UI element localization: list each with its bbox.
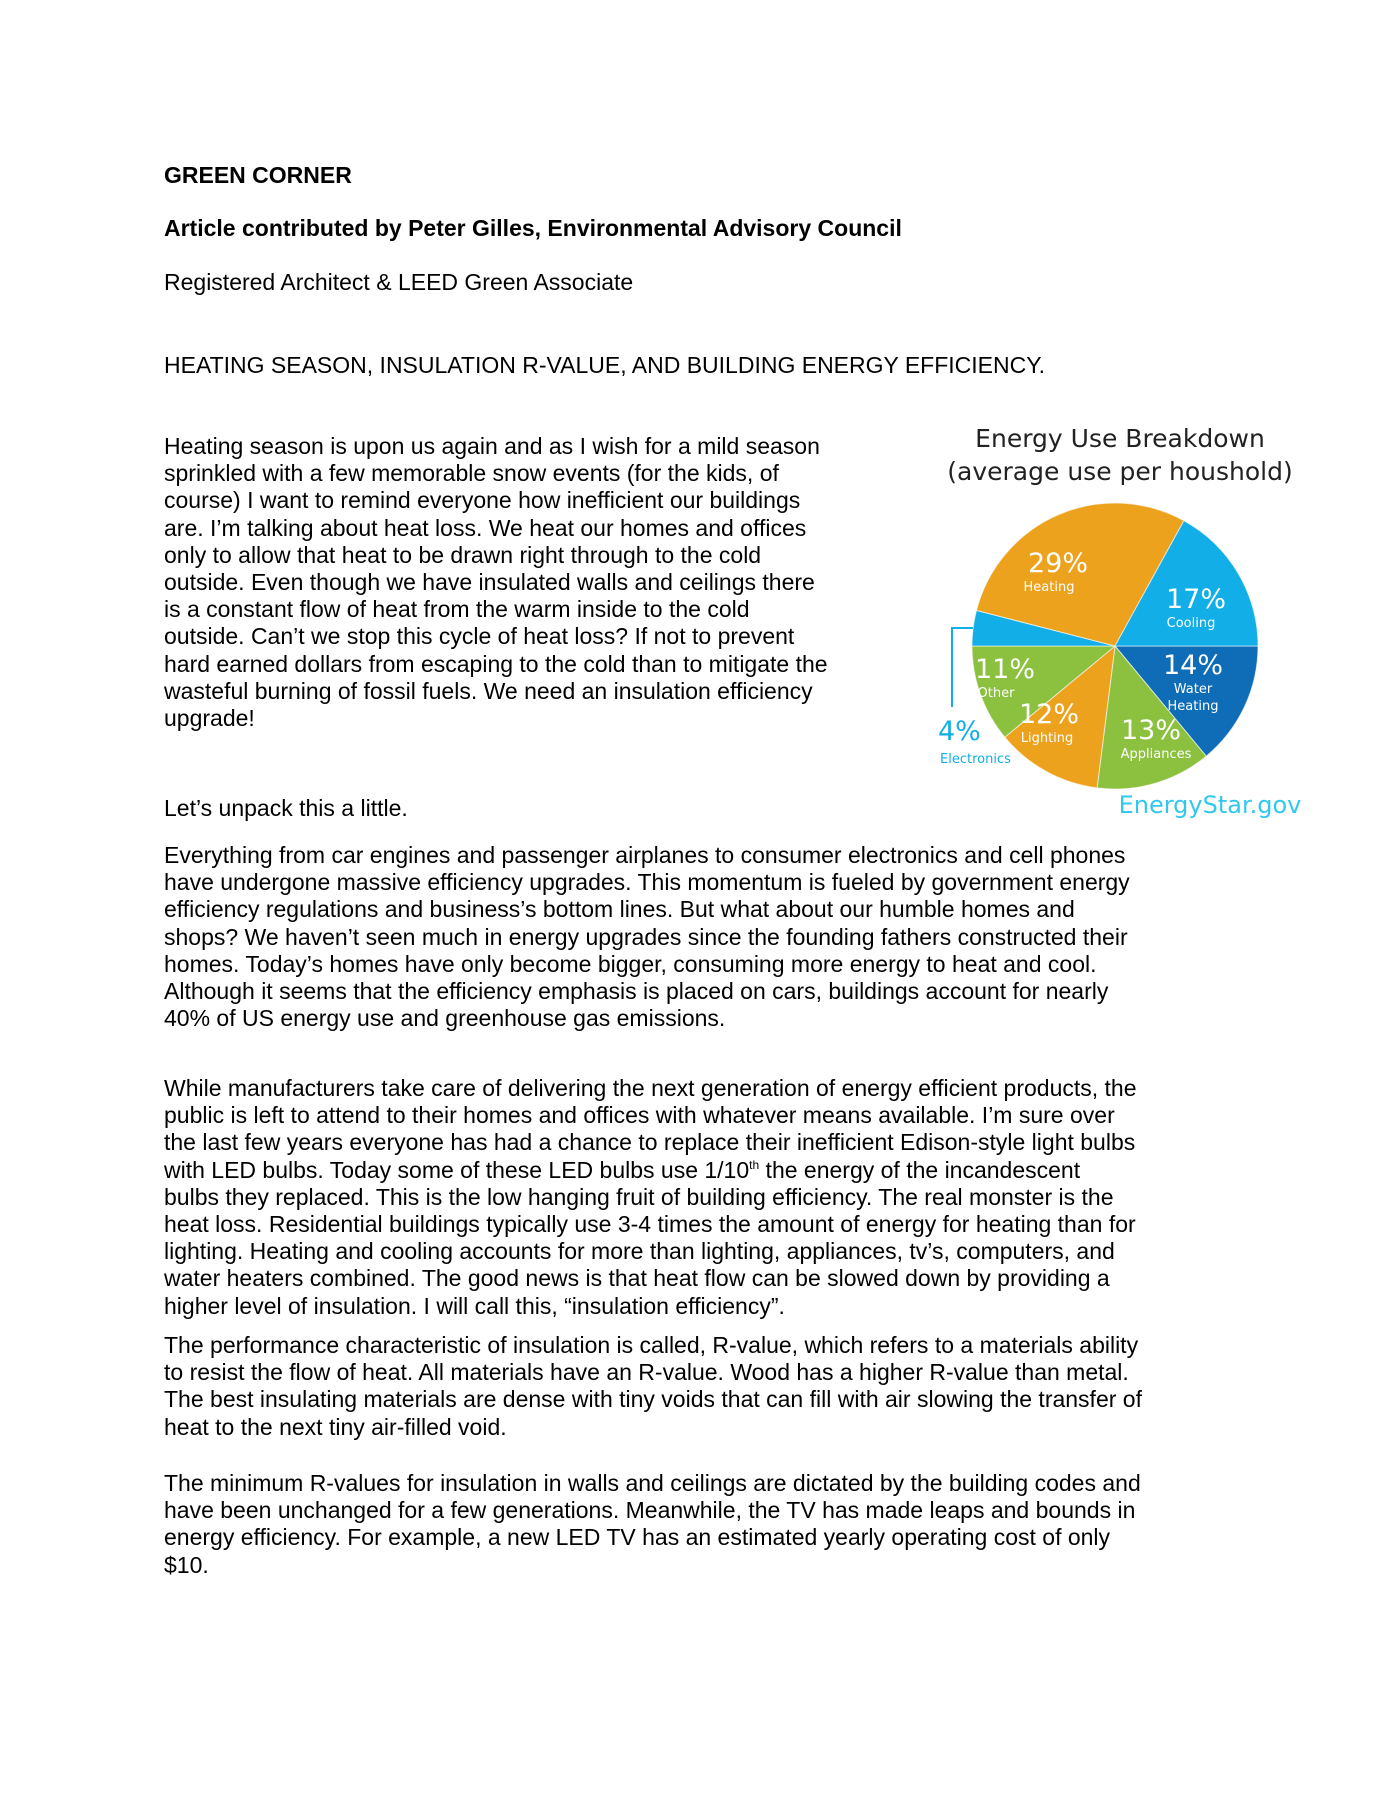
text-line: The minimum R-values for insulation in walls and ceilings are dictated by the building codes and (164, 1470, 1141, 1496)
label-appliances-pct: 13% (1120, 715, 1182, 746)
label-lighting: Lighting (1020, 731, 1074, 746)
text-line: course) I want to remind everyone how inefficient our buildings (164, 487, 801, 514)
text-line: have undergone massive efficiency upgrades. This momentum is fueled by government energy (164, 869, 1130, 896)
text-line: bulbs they replaced. This is the low hanging fruit of building efficiency. The real monster is the (164, 1183, 1114, 1210)
text-fragment: the energy of the incandescent (759, 1156, 1081, 1183)
text-line: have been unchanged for a few generations. Meanwhile, the TV has made leaps and bounds in (164, 1497, 1136, 1524)
manufacturers-paragraph (164, 1075, 1137, 1320)
pie-svg (920, 420, 1320, 830)
chart-source: EnergyStar.gov (1118, 791, 1302, 819)
minimum-paragraph (164, 1470, 1141, 1579)
electronics-leader-line (952, 628, 973, 707)
label-cooling-pct: 17% (1165, 584, 1227, 615)
text-line: heat to the next tiny air-filled void. (164, 1413, 507, 1440)
text-line: public is left to attend to their homes and offices with whatever means available. I’m sure over (164, 1102, 1115, 1129)
text-line: are. I’m talking about heat loss. We heat our homes and offices (164, 514, 807, 541)
text-line: outside. Can’t we stop this cycle of heat loss? If not to prevent (164, 623, 795, 650)
text-line: The best insulating materials are dense with tiny voids that can fill with air slowing the transfer of (164, 1386, 1142, 1413)
label-other: Other (977, 686, 1015, 701)
text-line: hard earned dollars from escaping to the cold than to mitigate the (164, 650, 828, 677)
label-lighting-pct: 12% (1018, 699, 1080, 730)
text-line: is a constant flow of heat from the warm inside to the cold (164, 596, 750, 623)
section-title: GREEN CORNER (164, 162, 352, 188)
text-line: homes. Today’s homes have only become bigger, consuming more energy to heat and cool. (164, 950, 1097, 977)
efficiency-paragraph (164, 842, 1130, 1032)
text-line: heat loss. Residential buildings typically use 3-4 times the amount of energy for heating than for (164, 1211, 1136, 1238)
text-line: the last few years everyone has had a chance to replace their inefficient Edison-style light bulbs (164, 1129, 1136, 1156)
text-line: water heaters combined. The good news is that heat flow can be slowed down by providing a (164, 1265, 1110, 1292)
text-line: higher level of insulation. I will call this, “insulation efficiency”. (164, 1292, 785, 1319)
text-line: energy efficiency. For example, a new LED TV has an estimated yearly operating cost of only (164, 1524, 1111, 1551)
text-line: While manufacturers take care of delivering the next generation of energy efficient products, the (164, 1075, 1137, 1101)
rvalue-paragraph (164, 1332, 1142, 1441)
intro-paragraph (164, 433, 828, 732)
text-line: efficiency regulations and business’s bottom lines. But what about our humble homes and (164, 896, 1075, 923)
label-electronics: Electronics (940, 752, 1011, 767)
author-credentials: Registered Architect & LEED Green Associate (164, 269, 634, 295)
label-other-pct: 11% (974, 654, 1036, 685)
text-line: to resist the flow of heat. All materials have an R-value. Wood has a higher R-value than metal. (164, 1359, 1129, 1386)
unpack-line: Let’s unpack this a little. (164, 795, 408, 821)
label-water-1: Water (1173, 682, 1213, 697)
chart-title-line2: (average use per houshold) (947, 457, 1293, 486)
byline: Article contributed by Peter Gilles, Environmental Advisory Council (164, 215, 902, 241)
text-line: sprinkled with a few memorable snow events (for the kids, of (164, 460, 779, 487)
text-line: upgrade! (164, 705, 255, 732)
chart-title-line1: Energy Use Breakdown (975, 424, 1265, 453)
label-heating: Heating (1023, 580, 1075, 595)
text-fragment: with LED bulbs. Today some of these LED bulbs use 1/10 (164, 1156, 750, 1183)
text-line: $10. (164, 1551, 209, 1578)
article-title: HEATING SEASON, INSULATION R-VALUE, AND BUILDING ENERGY EFFICIENCY. (164, 352, 1045, 378)
text-line (164, 1157, 1137, 1184)
text-line: outside. Even though we have insulated walls and ceilings there (164, 569, 815, 596)
text-line: Although it seems that the efficiency emphasis is placed on cars, buildings account for nearly (164, 978, 1109, 1005)
text-line: wasteful burning of fossil fuels. We need an insulation efficiency (164, 677, 813, 704)
text-line: The performance characteristic of insulation is called, R-value, which refers to a materials ability (164, 1332, 1139, 1358)
label-heating-pct: 29% (1027, 548, 1089, 579)
text-line: lighting. Heating and cooling accounts for more than lighting, appliances, tv’s, computers, and (164, 1238, 1115, 1265)
label-water-2: Heating (1167, 699, 1219, 714)
text-line: only to allow that heat to be drawn right through to the cold (164, 541, 762, 568)
energy-use-pie-chart (920, 420, 1320, 830)
label-electronics-pct: 4% (938, 716, 981, 747)
label-appliances: Appliances (1120, 747, 1192, 762)
text-line: Heating season is upon us again and as I wish for a mild season (164, 433, 820, 459)
label-water-pct: 14% (1162, 650, 1224, 681)
text-line: Everything from car engines and passenger airplanes to consumer electronics and cell phones (164, 842, 1126, 868)
text-line: shops? We haven’t seen much in energy upgrades since the founding fathers constructed their (164, 923, 1128, 950)
text-line: 40% of US energy use and greenhouse gas emissions. (164, 1005, 726, 1032)
label-cooling: Cooling (1166, 616, 1216, 631)
superscript: th (749, 1157, 760, 1172)
